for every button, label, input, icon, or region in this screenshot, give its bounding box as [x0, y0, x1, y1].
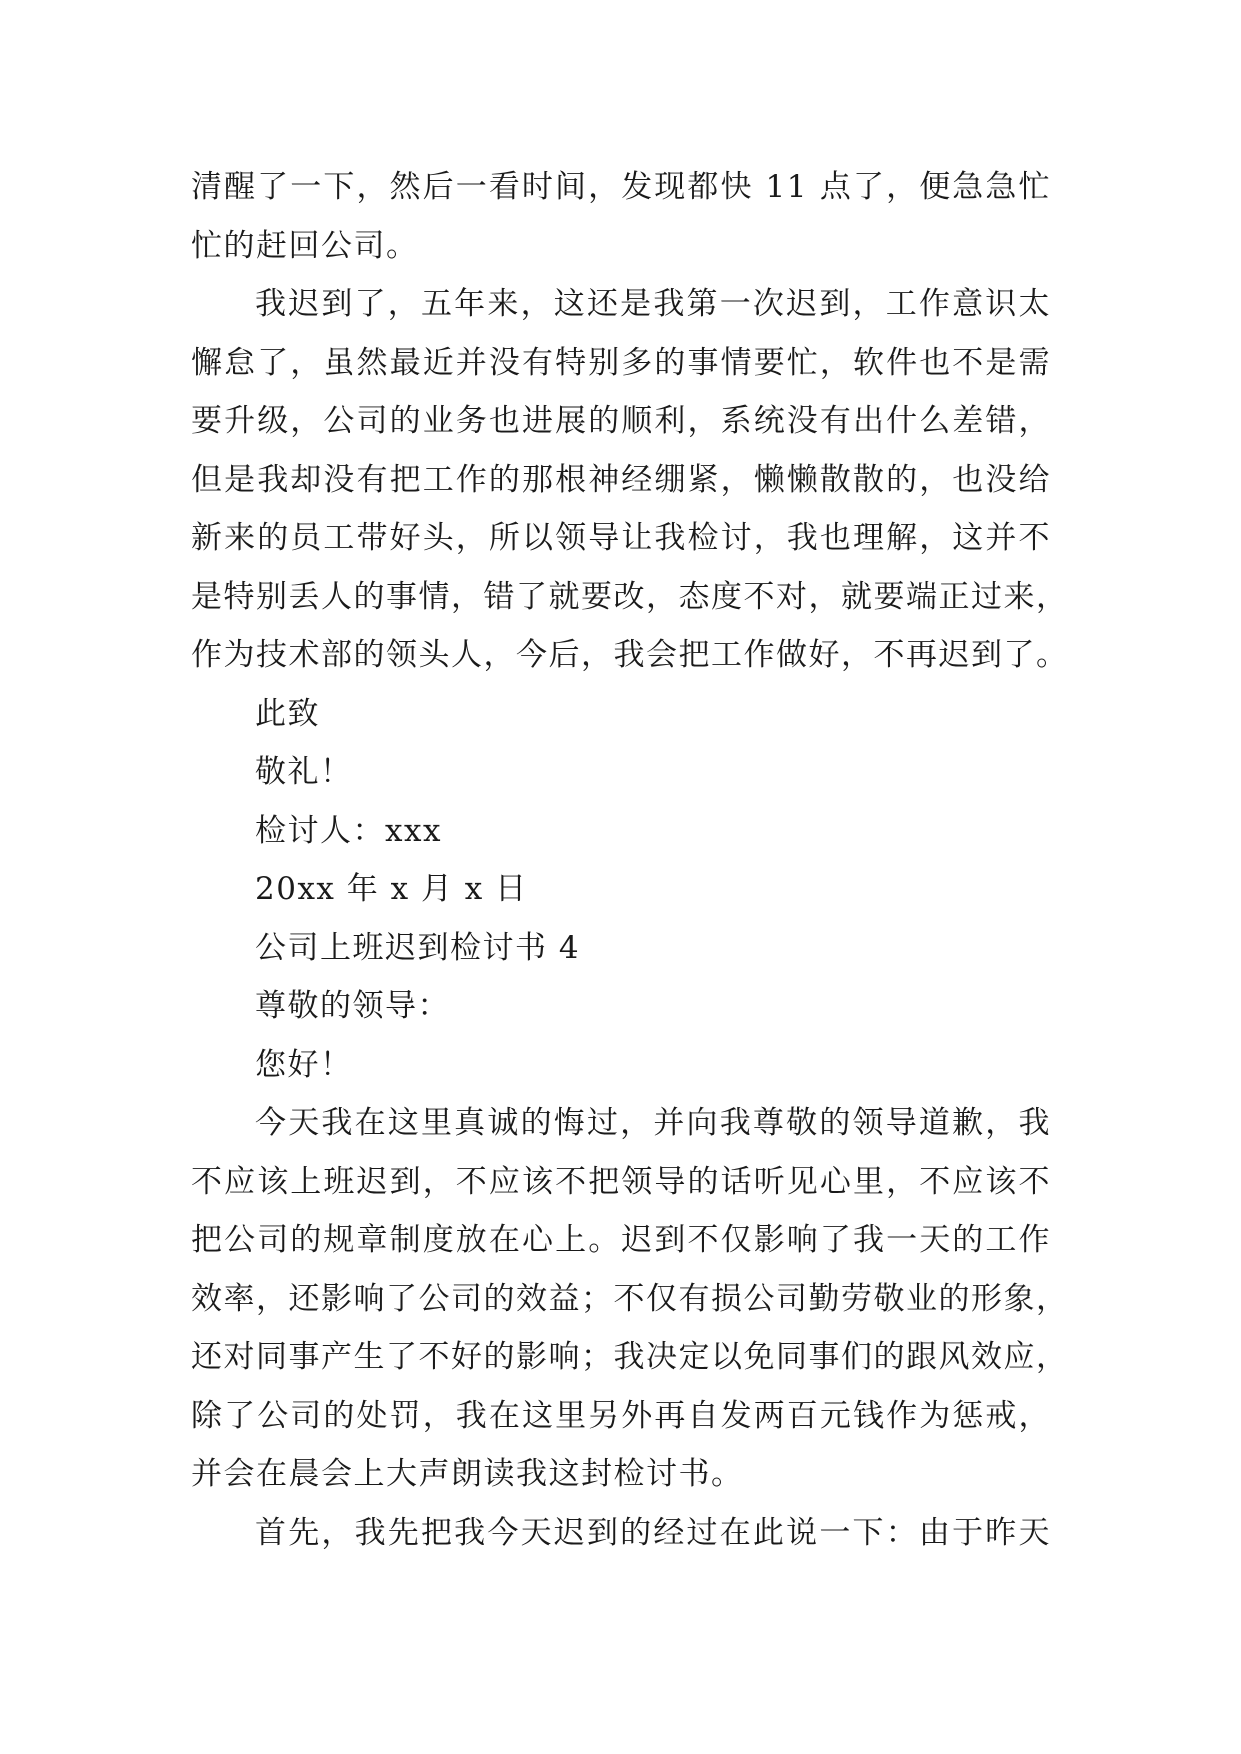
- text-line: 懈怠了，虽然最近并没有特别多的事情要忙，软件也不是需: [191, 344, 1051, 381]
- text-line: 今天我在这里真诚的悔过，并向我尊敬的领导道歉，我: [255, 1105, 1051, 1141]
- text-line: 除了公司的处罚，我在这里另外再自发两百元钱作为惩戒，: [191, 1397, 1051, 1434]
- text-line: 作为技术部的领头人，今后，我会把工作做好，不再迟到了。: [191, 637, 1069, 673]
- text-line: 尊敬的领导：: [255, 988, 450, 1024]
- text-line: 是特别丢人的事情，错了就要改，态度不对，就要端正过来，: [191, 578, 1069, 615]
- text-line: 我迟到了，五年来，这还是我第一次迟到，工作意识太: [255, 286, 1051, 322]
- text-line: 您好！: [255, 1046, 353, 1083]
- text-line: 不应该上班迟到，不应该不把领导的话听见心里，不应该不: [191, 1163, 1051, 1200]
- text-line: 检讨人：xxx: [255, 812, 442, 849]
- text-line: 要升级，公司的业务也进展的顺利，系统没有出什么差错，: [191, 403, 1051, 439]
- text-line: 敬礼！: [255, 754, 353, 790]
- text-line: 公司上班迟到检讨书 4: [255, 929, 581, 966]
- text-line: 忙的赶回公司。: [191, 227, 419, 264]
- text-line: 首先，我先把我今天迟到的经过在此说一下：由于昨天: [255, 1514, 1051, 1551]
- text-line: 并会在晨会上大声朗读我这封检讨书。: [191, 1456, 744, 1492]
- document-body: [191, 158, 1069, 1562]
- text-line: 清醒了一下，然后一看时间，发现都快 11 点了，便急急忙: [191, 169, 1051, 205]
- text-line: 把公司的规章制度放在心上。迟到不仅影响了我一天的工作: [191, 1222, 1051, 1258]
- text-line: 此致: [255, 695, 320, 732]
- text-line: 新来的员工带好头，所以领导让我检讨，我也理解，这并不: [191, 520, 1051, 556]
- text-line: 还对同事产生了不好的影响；我决定以免同事们的跟风效应，: [191, 1339, 1069, 1375]
- text-line: 20xx 年 x 月 x 日: [255, 871, 528, 907]
- text-line: 效率，还影响了公司的效益；不仅有损公司勤劳敬业的形象，: [191, 1280, 1069, 1317]
- text-line: 但是我却没有把工作的那根神经绷紧，懒懒散散的，也没给: [191, 461, 1051, 498]
